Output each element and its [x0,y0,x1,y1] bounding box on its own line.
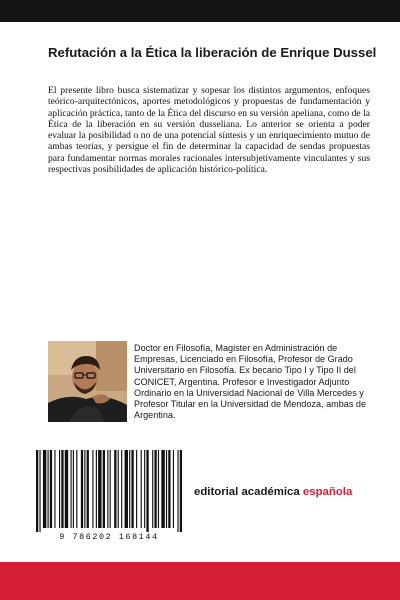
barcode-bar [84,450,85,528]
author-photo [48,341,127,422]
author-bio: Doctor en Filosofía, Magister en Administración de Empresas, Licenciado en Filosofía, Profesor de Grado Universitario en Filosofía. Ex becario Tipo I y Tipo II del CONICET, Argentina. Profesor e Investigador Adjunto Ordinario en la Universidad Nacional de Villa Mercedes y Profesor Titular en la Universidad de Mendoza, ambas de Argentina. [134,343,367,421]
book-description: El presente libro busca sistematizar y sopesar los distintos argumentos, enfoques teórico-arquitectónicos, aportes metodológicos y propuestas de fundamentación y aplicación práctica, tanto de la Ética del discurso en su versión apeliana, como de la Ética de la liberación en su versión dusseliana. Lo anterior se orienta a poder evaluar la posibilidad o no de una potencial síntesis y un enriquecimiento mutuo de ambas teorías, y persigue el fin de determinar la capacidad de sendas propuestas para fundamentar normas morales racionales intersubjetivamente vinculantes y sus respectivas posibilidades de aplicación histórico-política. [48,85,370,176]
barcode-bar [129,450,130,528]
barcode-bar [125,450,128,528]
barcode-bar [50,450,52,528]
top-band [0,0,400,22]
barcode-bar [59,450,60,528]
publisher-logo [194,486,374,498]
barcode-bar [144,450,145,528]
barcode-bar [180,450,182,532]
barcode-bar [177,450,178,532]
barcode-bar [161,450,164,528]
barcode-bar [107,450,108,528]
barcode-bar [114,450,116,528]
publisher-name: editorial académica [194,486,303,498]
barcode-bar [48,450,49,528]
barcode-bar [87,450,89,528]
barcode-bar [96,450,97,528]
barcode-bar [131,450,133,528]
barcode-bar [36,450,38,532]
barcode-bar [39,450,40,532]
bottom-band [0,562,400,600]
barcode-bar [158,450,159,528]
barcode-bar [166,450,167,528]
book-title: Refutación a la Ética la liberación de Enrique Dussel [48,45,377,60]
barcode-bar [98,450,101,528]
barcode-bar [121,450,122,528]
barcode-bar [76,450,77,528]
barcode-bar [136,450,137,528]
barcode-bar [168,450,170,528]
barcode-bar [141,450,142,528]
barcode-bar [118,450,119,528]
barcode-bar [154,450,156,528]
barcode-bar [71,450,72,528]
barcode-bar [173,450,174,528]
barcode-bar [81,450,83,528]
barcode-bar [110,450,111,528]
barcode-bar [103,450,105,528]
isbn-barcode [32,450,186,543]
barcode-bar [54,450,55,528]
barcode-bar [65,450,68,528]
isbn-digits: 9 786202 168144 [59,532,159,542]
barcode-bar [61,450,63,528]
barcode-bar [92,450,93,528]
barcode-bar [152,450,153,528]
barcode-bar [146,450,148,532]
barcode-bar [43,450,46,528]
barcode-bar [73,450,74,528]
publisher-name-accent: española [302,486,353,498]
